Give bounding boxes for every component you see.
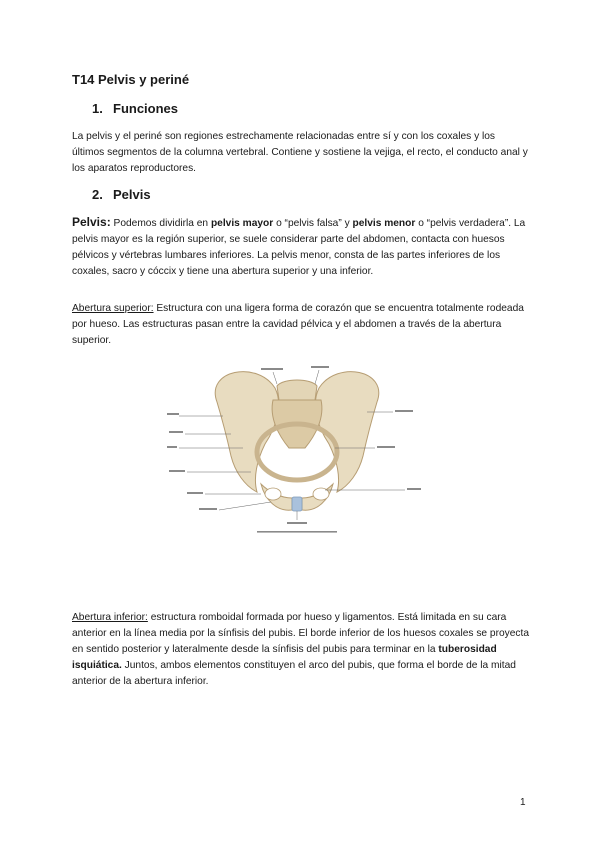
pubic-symphysis: [292, 497, 302, 511]
left-obturator-foramen: [265, 488, 281, 500]
abertura-inferior-paragraph: [72, 610, 530, 690]
page-number: 1: [520, 797, 526, 808]
abertura-inferior-text-1: estructura romboidal formada por hueso y ligamentos. Está limitada en su cara anterior en la línea media por la sínfisis del pubis. El borde inferior de los huesos coxales se proyecta en sentido posterior y lateralmente desde la sínfisis del pubis para terminar en la: [72, 612, 529, 655]
pelvis-menor-term: pelvis menor: [352, 218, 416, 229]
section-title: Funciones: [113, 101, 179, 116]
funciones-paragraph: La pelvis y el periné son regiones estrechamente relacionadas entre sí y con los coxales y los últimos segmentos de la columna vertebral. Contiene y sostiene la vejiga, el recto, el conducto anal y los aparatos reproductores.: [72, 131, 528, 174]
section-number: 1.: [92, 101, 103, 116]
section-title: Pelvis: [113, 187, 151, 202]
pelvis-lead: Pelvis:: [72, 215, 111, 229]
section-number: 2.: [92, 187, 103, 202]
pelvis-illustration: [165, 360, 425, 540]
lumbar-vertebra: [277, 380, 317, 400]
abertura-superior-paragraph: [72, 301, 530, 349]
document-title: T14 Pelvis y periné: [72, 72, 190, 87]
abertura-superior-label: Abertura superior:: [72, 303, 154, 314]
tuberosidad-isquiatica-term: tuberosidad isquiática.: [72, 644, 497, 671]
abertura-inferior-label: Abertura inferior:: [72, 612, 148, 623]
pelvis-text-2: o “pelvis falsa” y: [273, 218, 353, 229]
abertura-inferior-text-2: Juntos, ambos elementos constituyen el arco del pubis, que forma el borde de la mitad anterior de la abertura inferior.: [72, 660, 516, 687]
pelvis-paragraph: [72, 214, 530, 280]
pelvis-mayor-term: pelvis mayor: [210, 218, 274, 229]
abertura-superior-text: Estructura con una ligera forma de corazón que se encuentra totalmente rodeada por hueso. Las estructuras pasan entre la cavidad pélvica y el abdomen a través de la abertura superior.: [72, 303, 524, 346]
pelvis-text-3: o “pelvis verdadera”. La pelvis mayor es la región superior, se suele considerar parte del abdomen, contacta con huesos pélvicos y vértebras lumbares inferiores. La pelvis menor, consta de las partes inferiores de los coxales, sacro y cóccix y tiene una abertura superior y una inferior.: [72, 218, 526, 277]
section-heading-pelvis: [92, 187, 151, 202]
pelvis-text-1: Podemos dividirla en: [110, 218, 211, 229]
section-heading-funciones: [92, 101, 178, 116]
